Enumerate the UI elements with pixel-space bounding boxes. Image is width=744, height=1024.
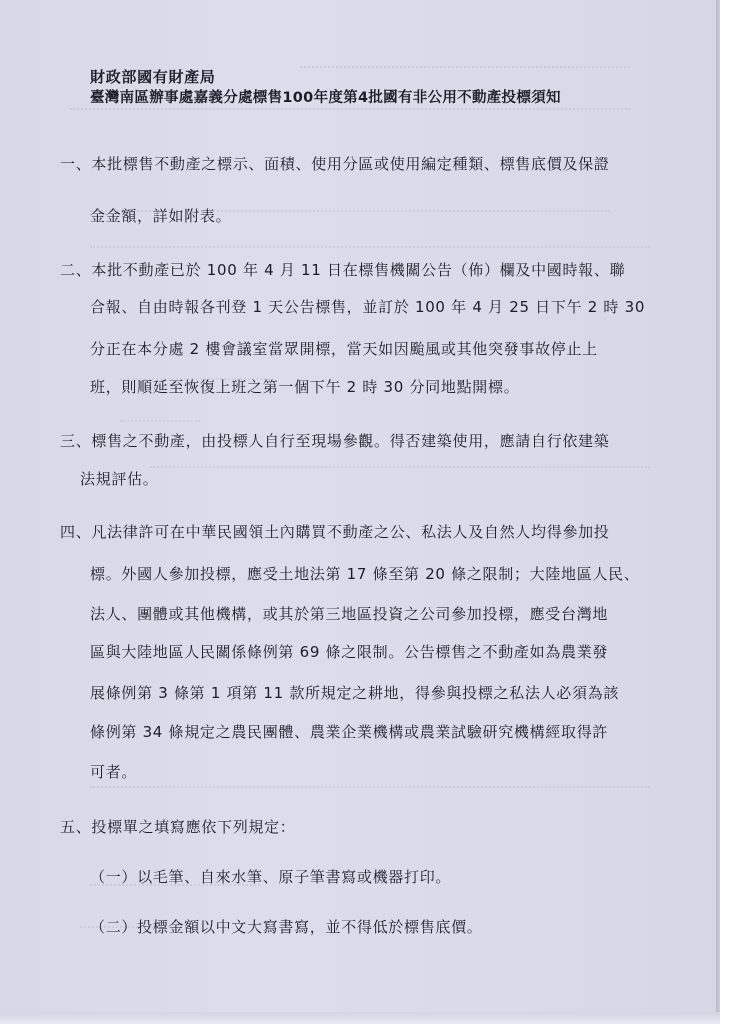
clause-4-line-6: 條例第 34 條規定之農民團體、農業企業機構或農業試驗研究機構經取得許 (90, 723, 609, 741)
clause-4-line-3: 法人、團體或其他機構，或其於第三地區投資之公司參加投標，應受台灣地 (90, 605, 609, 623)
clause-3-line-2: 法規評估。 (80, 470, 159, 488)
notice-title: 臺灣南區辦事處嘉義分處標售100年度第4批國有非公用不動產投標須知 (90, 90, 561, 106)
clause-4-line-7: 可者。 (90, 763, 138, 781)
clause-2-line-2: 合報、自由時報各刊登 1 天公告標售，並訂於 100 年 4 月 25 日下午 2 時 30 (90, 298, 646, 316)
clause-4-line-2: 標。外國人參加投標，應受土地法第 17 條至第 20 條之限制；大陸地區人民、 (90, 565, 640, 583)
bleed-through-mark (90, 786, 650, 798)
bleed-through-mark (70, 108, 630, 120)
page-bottom-edge (0, 1012, 720, 1024)
clause-5-item-2: （二）投標金額以中文大寫書寫，並不得低於標售底價。 (90, 918, 483, 936)
clause-2-line-4: 班，則順延至恢復上班之第一個下午 2 時 30 分同地點開標。 (90, 378, 520, 396)
page-edge-shadow (716, 0, 720, 1024)
clause-4-line-1: 四、凡法律許可在中華民國領土內購買不動產之公、私法人及自然人均得參加投 (60, 523, 610, 541)
bleed-through-mark (90, 246, 650, 258)
clause-2-line-3: 分正在本分處 2 樓會議室當眾開標，當天如因颱風或其他突發事故停止上 (90, 340, 598, 358)
clause-4-line-5: 展條例第 3 條第 1 項第 11 款所規定之耕地，得參與投標之私法人必須為該 (90, 684, 620, 702)
clause-5-item-1: （一）以毛筆、自來水筆、原子筆書寫或機器打印。 (90, 868, 452, 886)
bleed-through-mark (150, 466, 650, 478)
clause-1-line-2: 金金額，詳如附表。 (90, 207, 232, 225)
clause-1-line-1: 一、本批標售不動產之標示、面積、使用分區或使用編定種類、標售底價及保證 (60, 155, 610, 173)
bleed-through-mark (300, 66, 630, 78)
agency-name: 財政部國有財產局 (90, 68, 216, 86)
clause-3-line-1: 三、標售之不動產，由投標人自行至現場參觀。得否建築使用，應請自行依建築 (60, 432, 610, 450)
clause-5-line-1: 五、投標單之填寫應依下列規定： (60, 818, 296, 836)
clause-2-line-1: 二、本批不動產已於 100 年 4 月 11 日在標售機關公告（佈）欄及中國時報、聯 (60, 261, 626, 279)
clause-4-line-4: 區與大陸地區人民關係條例第 69 條之限制。公告標售之不動產如為農業發 (90, 643, 609, 661)
